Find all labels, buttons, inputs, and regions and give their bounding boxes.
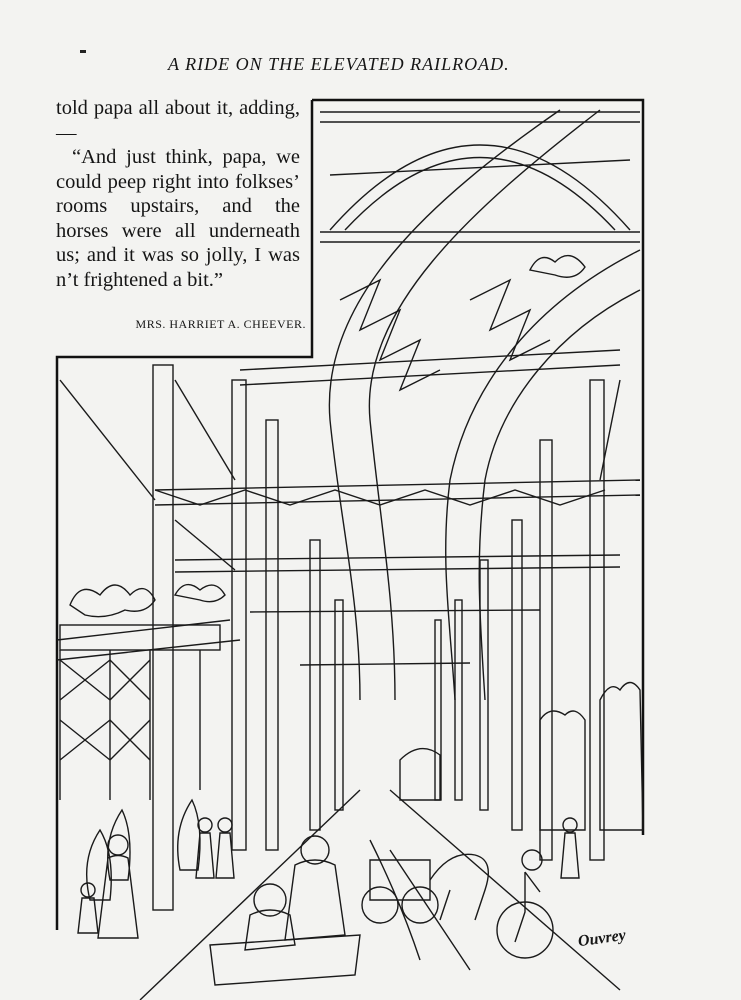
paragraph-2: “And just think, papa, we could peep right into folkses’ rooms upstairs, and the horses were all underneath us; and it was so jolly, I was n’t frightened a bit.” [56, 146, 300, 291]
running-head: A RIDE ON THE ELEVATED RAILROAD. [168, 54, 510, 74]
paragraph-1: told papa all about it, adding, — [56, 97, 300, 144]
artist-signature: Ouvrey [576, 926, 627, 951]
author-signature: MRS. HARRIET A. CHEEVER. [135, 317, 306, 331]
